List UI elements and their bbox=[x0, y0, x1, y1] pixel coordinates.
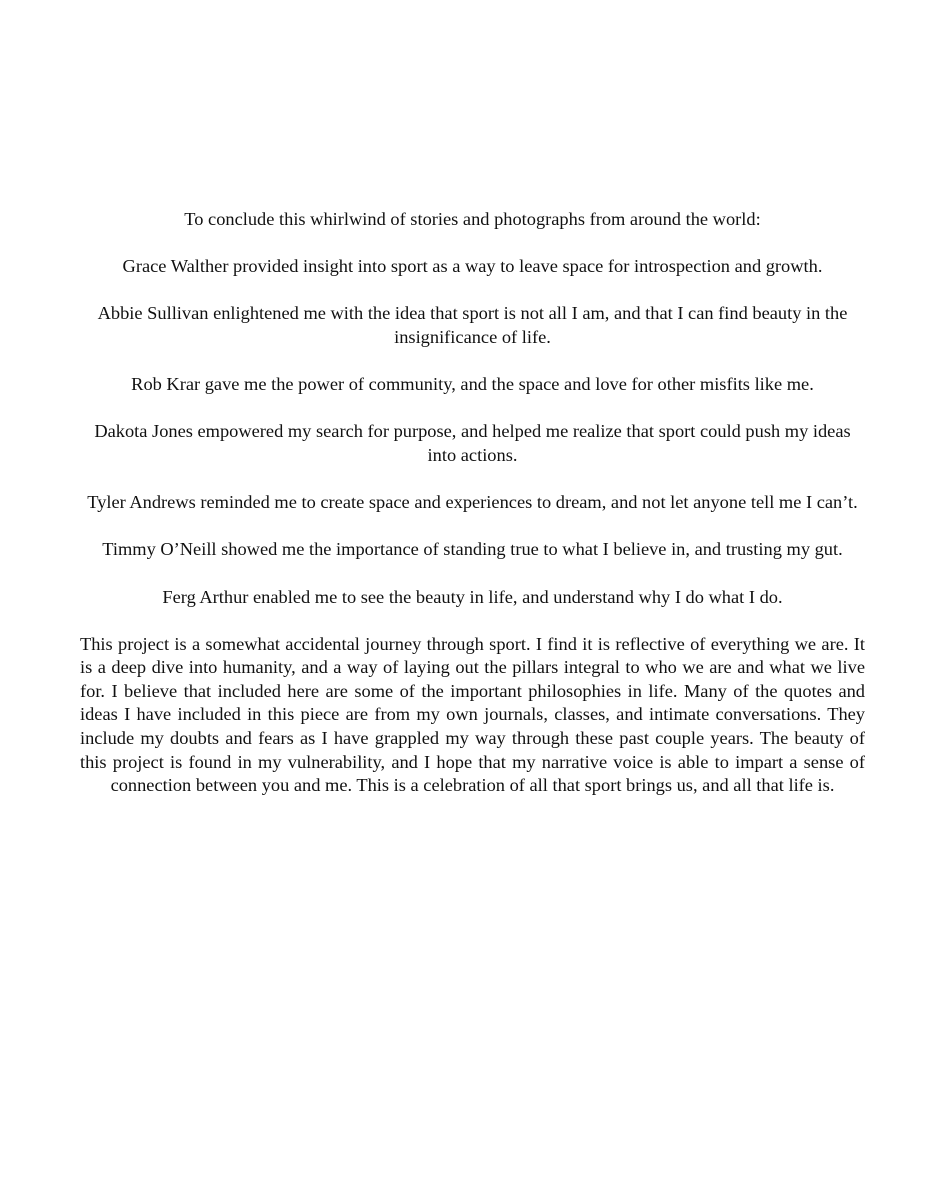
tribute-paragraph: Timmy O’Neill showed me the importance of standing true to what I believe in, and trusting my gut. bbox=[102, 539, 843, 560]
tribute-paragraph: Ferg Arthur enabled me to see the beauty in life, and understand why I do what I do. bbox=[162, 586, 783, 607]
tribute-paragraph: Abbie Sullivan enlightened me with the idea that sport is not all I am, and that I can find beauty in the insignificance of life. bbox=[97, 303, 848, 347]
intro-paragraph: To conclude this whirlwind of stories and photographs from around the world: bbox=[184, 209, 761, 229]
closing-paragraph: This project is a somewhat accidental journey through sport. I find it is reflective of everything we are. It is a deep dive into humanity, and a way of laying out the pillars integral to who we are and what we live for. I believe that included here are some of the important philosophies in life. Many of the quotes and ideas I have included in this piece are from my own journals, classes, and intimate conversations. They include my doubts and fears as I have grappled my way through these past couple years. The beauty of this project is found in my vulnerability, and I hope that my narrative voice is able to impart a sense of connection between you and me. This is a celebration of all that sport brings us, and all that life is. bbox=[80, 633, 865, 796]
tribute-paragraph: Tyler Andrews reminded me to create space and experiences to dream, and not let anyone tell me I can’t. bbox=[87, 492, 858, 513]
tribute-paragraph: Grace Walther provided insight into sport as a way to leave space for introspection and growth. bbox=[122, 256, 823, 277]
tribute-paragraph: Rob Krar gave me the power of community, and the space and love for other misfits like me. bbox=[131, 374, 814, 395]
tribute-paragraph: Dakota Jones empowered my search for purpose, and helped me realize that sport could push my ideas into actions. bbox=[94, 421, 851, 465]
document-body bbox=[80, 208, 865, 798]
